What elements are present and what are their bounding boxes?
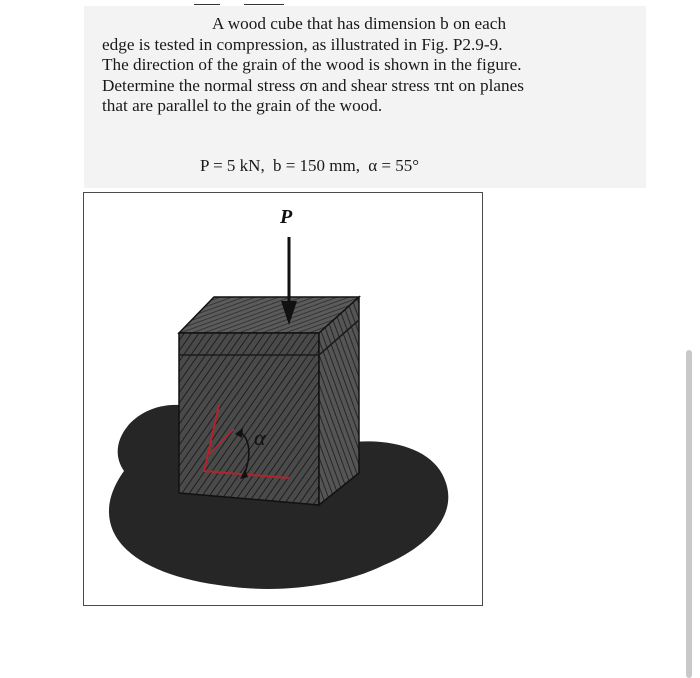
problem-line-5: that are parallel to the grain of the wood. [102, 96, 383, 115]
given-values [200, 156, 423, 176]
cube-right-face [319, 297, 359, 505]
problem-line-1: A wood cube that has dimension b on each [212, 14, 507, 33]
cube-diagram [84, 193, 482, 605]
angle-label: α [254, 425, 266, 450]
vertical-scrollbar[interactable] [686, 350, 692, 678]
cube-front-face [179, 333, 319, 505]
figure-p2-9-9 [83, 192, 483, 606]
given-p: P = 5 kN, [200, 156, 265, 175]
given-alpha: α = 55° [368, 156, 420, 175]
problem-line-3: The direction of the grain of the wood is shown in the figure. [102, 55, 522, 74]
problem-line-4: Determine the normal stress σn and shear stress τnt on planes [102, 75, 524, 95]
problem-statement [102, 14, 607, 117]
given-b: b = 150 mm, [272, 156, 360, 175]
load-label: P [280, 206, 293, 228]
problem-line-2: edge is tested in compression, as illustrated in Fig. P2.9-9. [102, 34, 503, 54]
